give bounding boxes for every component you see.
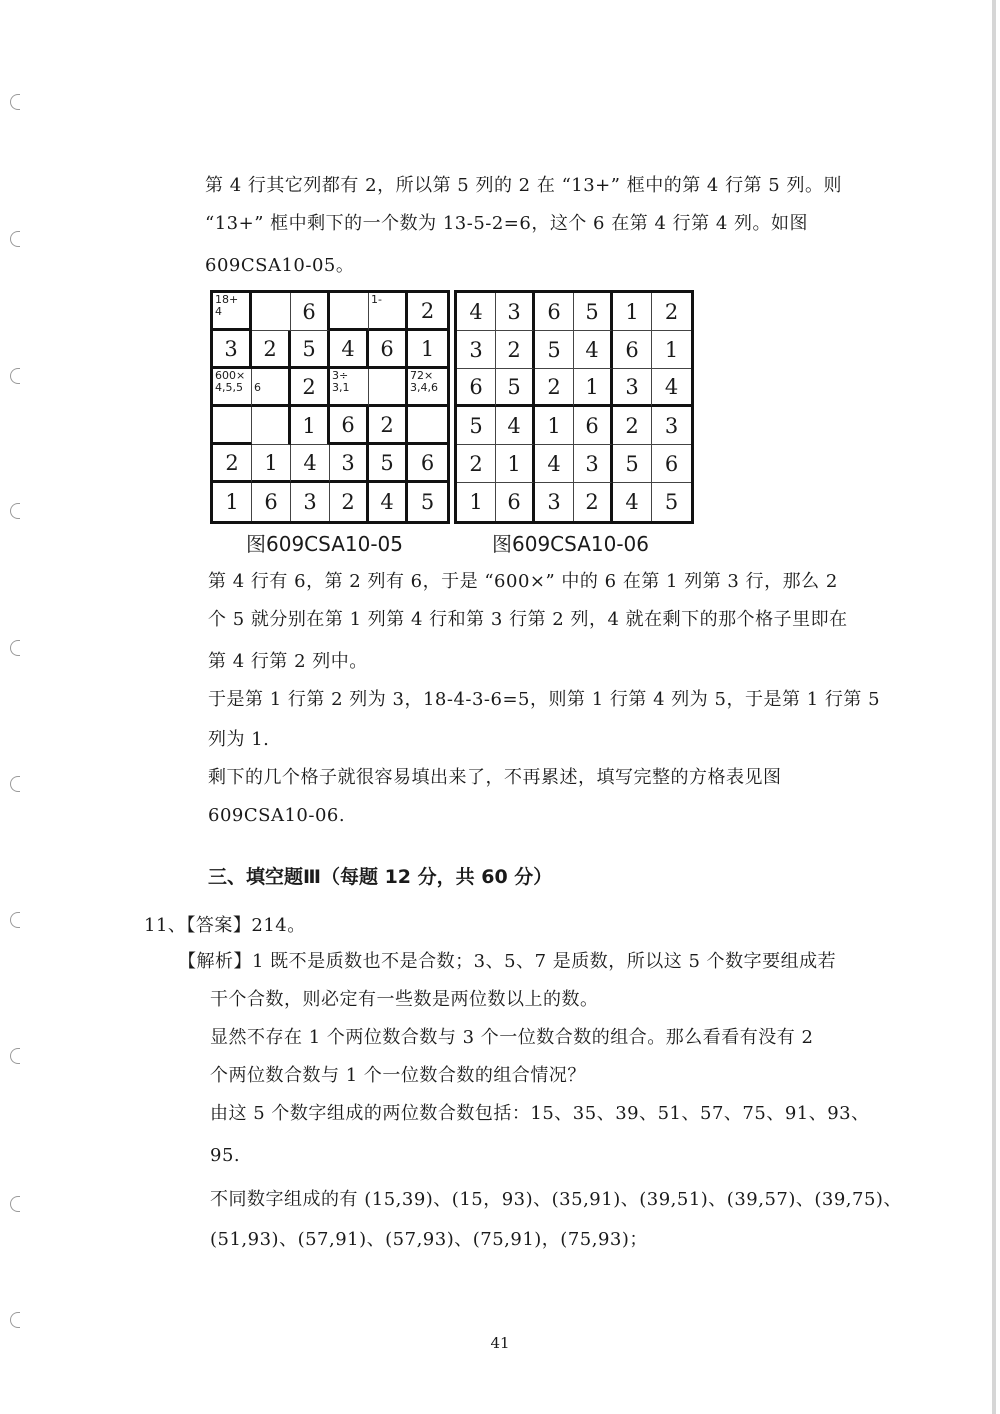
grid-cell [496,331,535,369]
binder-ring-mark [10,231,20,247]
grid-cell [213,293,252,331]
grid-cell [535,483,574,521]
cell-value: 5 [507,374,521,399]
cell-value: 4 [380,490,394,514]
cell-value: 2 [225,450,239,475]
grid-cell [330,445,369,483]
grid-cell [652,407,691,445]
cage-clue: 18+ [215,293,239,306]
cell-value: 6 [507,490,521,514]
grid-cell [535,407,574,445]
cell-value: 1 [225,490,239,514]
cell-value: 6 [585,413,599,438]
paragraph-line: 个 5 就分别在第 1 列第 4 行和第 3 行第 2 列，4 就在剩下的那个格子里即在 [208,609,848,630]
analysis-line: 【解析】1 既不是质数也不是合数；3、5、7 是质数，所以这 5 个数字要组成若 [178,951,837,972]
grid-cell [252,293,291,331]
grid-cell [457,445,496,483]
cell-value: 3 [507,299,521,324]
analysis-line: 由这 5 个数字组成的两位数合数包括：15、35、39、51、57、75、91、93、 [210,1103,870,1124]
cell-value: 2 [585,490,599,514]
cell-value: 5 [469,413,483,438]
grid-cell [457,483,496,521]
cell-value: 1 [420,336,435,361]
cell-value: 6 [380,336,394,361]
cage-clue: 1- [371,293,382,306]
cell-value: 4 [547,451,561,476]
cell-value: 4 [469,299,483,324]
cage-clue: 600× [215,369,246,382]
cell-value: 2 [302,374,316,399]
cell-value: 3 [547,490,561,514]
grid-cell [330,293,369,331]
cell-value: 1 [507,451,521,476]
cell-value: 2 [547,374,561,399]
grid-cell [408,445,447,483]
grid-cell [496,407,535,445]
grid-cell [535,293,574,331]
grid-cell [613,407,652,445]
grid-cell [291,331,330,369]
question-answer: 11、【答案】214。 [144,915,306,936]
grid-cell [330,369,369,407]
grid-cell [252,445,291,483]
binder-ring-mark [10,640,20,656]
grid-cell [652,483,691,521]
grid-cell [252,483,291,521]
grid-cell [496,483,535,521]
cell-value: 6 [625,337,639,362]
figure-caption-05: 图609CSA10-05 [246,532,404,556]
cell-value: 1 [625,299,639,324]
cell-value: 2 [420,298,435,323]
cell-value: 3 [469,337,483,362]
intro-line: “13+” 框中剩下的一个数为 13-5-2=6，这个 6 在第 4 行第 4 列。如图 [205,213,809,234]
paragraph-line: 剩下的几个格子就很容易填出来了，不再累述，填写完整的方格表见图 [208,767,782,788]
grid-cell [408,331,447,369]
cell-value: 6 [664,451,679,476]
candidate-note: 3,4,6 [410,381,438,394]
grid-cell [574,445,613,483]
analysis-line: 个两位数合数与 1 个一位数合数的组合情况？ [210,1065,586,1086]
grid-cell [408,369,447,407]
grid-cell [291,483,330,521]
candidate-note: 4,5,5 [215,381,243,394]
grid-cell [252,407,291,445]
cell-value: 5 [547,337,561,362]
grid-cell [535,331,574,369]
cell-value: 5 [625,451,639,476]
cell-value: 1 [547,413,561,438]
grid-cell [408,483,447,521]
candidate-note: 6 [254,381,261,394]
cell-value: 4 [625,490,639,514]
grid-cell [457,331,496,369]
grid-cell [496,369,535,407]
grid-cell [369,445,408,483]
binder-ring-mark [10,1312,20,1328]
grid-cell [291,407,330,445]
grid-cell [252,331,291,369]
cell-value: 5 [302,336,316,361]
analysis-line: 干个合数，则必定有一些数是两位数以上的数。 [210,989,599,1010]
cell-value: 2 [507,337,521,362]
intro-line: 609CSA10-05。 [205,255,355,276]
binder-ring-mark [10,94,20,110]
paragraph-line: 于是第 1 行第 2 列为 3，18-4-3-6=5，则第 1 行第 4 列为 5，于是第 1 行第 5 [208,689,881,710]
cell-value: 5 [380,450,394,475]
grid-cell [369,331,408,369]
grid-cell [457,407,496,445]
analysis-line: 显然不存在 1 个两位数合数与 3 个一位数合数的组合。那么看看有没有 2 [210,1027,814,1048]
cell-value: 6 [341,412,355,437]
cell-value: 1 [664,337,679,362]
grid-cell [652,369,691,407]
grid-cell [213,407,252,445]
grid-cell [613,445,652,483]
grid-cell [252,369,291,407]
cell-value: 5 [420,490,435,514]
cell-value: 2 [625,413,639,438]
cell-value: 6 [302,299,316,324]
analysis-line: 95. [210,1145,241,1166]
paragraph-line: 609CSA10-06. [208,805,346,826]
figure-caption-06: 图609CSA10-06 [492,532,650,556]
cell-value: 1 [585,374,599,399]
grid-cell [369,293,408,331]
grid-cell [574,331,613,369]
cell-value: 3 [625,374,639,399]
cell-value: 2 [664,299,679,324]
grid-cell [652,445,691,483]
grid-cell [574,369,613,407]
cell-value: 2 [341,490,355,514]
grid-cell [291,369,330,407]
scan-edge-bar [992,0,996,1414]
kenken-grid-05 [210,290,450,524]
grid-cell [369,483,408,521]
cell-value: 4 [585,337,599,362]
intro-line: 第 4 行其它列都有 2，所以第 5 列的 2 在 “13+” 框中的第 4 行第 5 列。则 [205,175,842,196]
cell-value: 4 [303,450,317,475]
cage-clue: 3÷ [332,369,349,382]
grid-cell [457,369,496,407]
binder-ring-mark [10,368,20,384]
grid-cell [535,445,574,483]
cage-clue: 72× [410,369,434,382]
cell-value: 1 [469,490,483,514]
grid-cell [213,331,252,369]
paragraph-line: 列为 1. [208,729,270,750]
cell-value: 6 [420,450,435,475]
page-number: 41 [490,1334,510,1352]
grid-cell [330,331,369,369]
grid-cell [652,293,691,331]
grid-cell [457,293,496,331]
grid-cell [369,407,408,445]
cell-value: 3 [224,336,238,361]
grid-cell [535,369,574,407]
cell-value: 6 [547,299,561,324]
cell-value: 4 [664,374,679,399]
grid-cell [213,445,252,483]
binder-ring-mark [10,776,20,792]
candidate-note: 4 [215,305,222,318]
cell-value: 4 [341,336,355,361]
cell-value: 4 [507,413,521,438]
cell-value: 6 [264,490,278,514]
cell-value: 3 [664,413,679,438]
cell-value: 3 [303,490,317,514]
binder-ring-mark [10,1196,20,1212]
grid-cell [213,483,252,521]
grid-cell [613,369,652,407]
cell-value: 3 [585,451,599,476]
grid-cell [213,369,252,407]
grid-cell [408,407,447,445]
grid-cell [330,407,369,445]
candidate-note: 3,1 [332,381,350,394]
grid-cell [408,293,447,331]
cell-value: 5 [585,299,599,324]
analysis-line: 不同数字组成的有 (15,39)、(15，93)、(35,91)、(39,51)、(39,57)、(39,75)、 [210,1189,902,1210]
cell-value: 3 [341,450,355,475]
grid-cell [496,293,535,331]
cell-value: 2 [469,451,483,476]
grid-cell [613,331,652,369]
kenken-grid-06 [454,290,694,524]
grid-cell [574,483,613,521]
grid-cell [613,293,652,331]
grid-cell [574,407,613,445]
cell-value: 1 [264,450,278,475]
grid-cell [613,483,652,521]
cell-value: 2 [380,412,394,437]
grid-cell [496,445,535,483]
grid-cell [574,293,613,331]
section-heading: 三、填空题Ⅲ（每题 12 分，共 60 分） [208,866,553,888]
binder-ring-mark [10,912,20,928]
cell-value: 2 [263,336,277,361]
grid-cell [652,331,691,369]
binder-ring-mark [10,503,20,519]
grid-cell [330,483,369,521]
cell-value: 5 [664,490,679,514]
cell-value: 6 [469,374,483,399]
grid-cell [369,369,408,407]
binder-ring-mark [10,1048,20,1064]
grid-cell [291,293,330,331]
paragraph-line: 第 4 行第 2 列中。 [208,651,368,672]
grid-cell [291,445,330,483]
paragraph-line: 第 4 行有 6，第 2 列有 6，于是 “600×” 中的 6 在第 1 列第 3 行，那么 2 [208,571,838,592]
cell-value: 1 [302,413,316,438]
analysis-line: (51,93)、(57,91)、(57,93)、(75,91)，(75,93)； [210,1229,648,1250]
